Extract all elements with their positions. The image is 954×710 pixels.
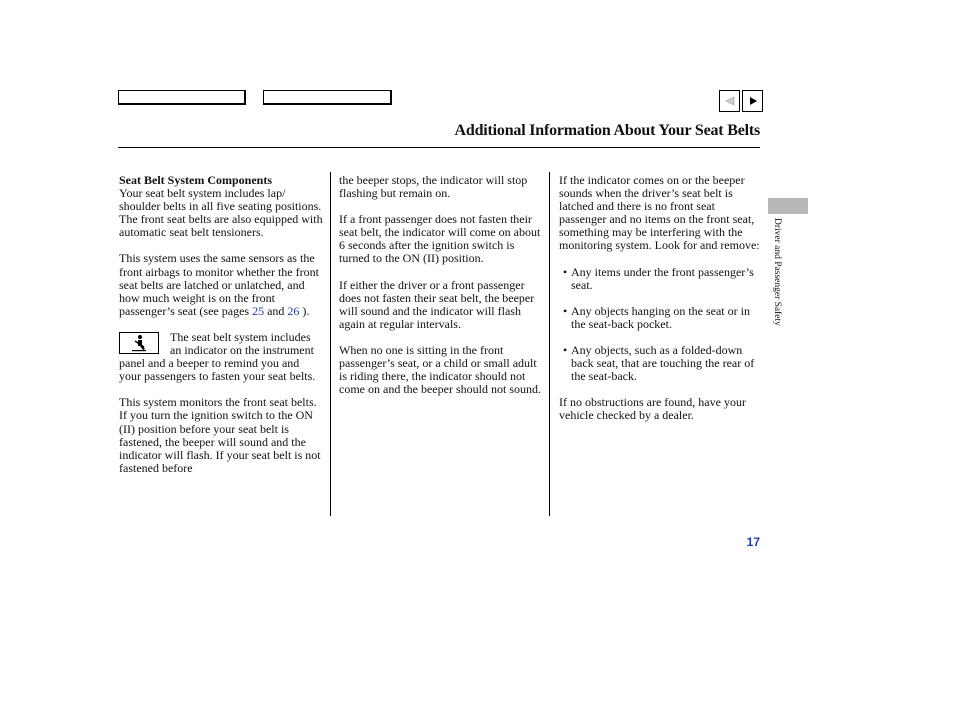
section-heading: Seat Belt System Components: [119, 173, 272, 187]
column-divider: [330, 172, 331, 516]
paragraph: [119, 252, 323, 317]
triangle-right-icon: [748, 96, 758, 106]
paragraph: If the indicator comes on or the beeper sounds when the driver’s seat belt is latched and there is no front seat passenger and no items on the front seat, something may be interfering with the monitoring system. Look for and remove:: [559, 173, 760, 253]
paragraph: [119, 331, 323, 383]
paragraph-text: and: [264, 303, 288, 318]
paragraph-text: The seat belt system includes an indicator on the instrument panel and a beeper to remind you and your passengers to fasten your seat belts.: [119, 330, 316, 384]
bullet-icon: •: [563, 342, 568, 357]
section-tab-label: Driver and Passenger Safety: [772, 218, 782, 326]
column-2: [339, 174, 541, 409]
paragraph: Your seat belt system includes lap/ shoulder belts in all five seating positions. The front seat belts are also equipped with automatic seat belt tensioners.: [119, 186, 323, 240]
list-item: • Any objects hanging on the seat or in the seat-back pocket.: [563, 303, 750, 331]
page-25-link[interactable]: 25: [252, 303, 265, 318]
page-number: 17: [746, 535, 760, 549]
list-item: • Any objects, such as a folded-down back seat, that are touching the rear of the seat-back.: [563, 342, 755, 384]
table-of-contents-button[interactable]: [263, 90, 392, 105]
triangle-left-icon: [725, 96, 735, 106]
page-title: Additional Information About Your Seat Belts: [454, 122, 760, 139]
column-1: [119, 174, 323, 488]
paragraph: When no one is sitting in the front passenger’s seat, or a child or small adult is riding there, the indicator should not come on and the beeper should not sound.: [339, 342, 541, 397]
paragraph: the beeper stops, the indicator will stop flashing but remain on.: [339, 173, 528, 201]
title-divider: [118, 147, 760, 148]
list-item: • Any items under the front passenger’s seat.: [563, 264, 754, 292]
paragraph: If no obstructions are found, have your vehicle checked by a dealer.: [559, 395, 746, 423]
bullet-icon: •: [563, 303, 568, 318]
main-menu-button[interactable]: [118, 90, 246, 105]
page-26-link[interactable]: 26: [287, 303, 300, 318]
paragraph: If a front passenger does not fasten their seat belt, the indicator will come on about 6 seconds after the ignition switch is turned to the ON (II) position.: [339, 212, 541, 266]
next-page-button[interactable]: [742, 90, 763, 112]
bullet-icon: •: [563, 264, 568, 279]
previous-page-button[interactable]: [719, 90, 740, 112]
section-tab[interactable]: [768, 198, 808, 214]
column-3: [559, 174, 765, 435]
paragraph-text: This system uses the same sensors as the front airbags to monitor whether the front seat belts are latched or unlatched, and how much weight is on the front passenger’s seat (see pages: [119, 251, 319, 318]
seat-belt-reminder-icon: [119, 332, 159, 354]
paragraph: If either the driver or a front passenger does not fasten their seat belt, the beeper will sound and the indicator will flash again at regular intervals.: [339, 277, 535, 331]
paragraph-text: ).: [299, 303, 310, 318]
paragraph: This system monitors the front seat belts. If you turn the ignition switch to the ON (II) position before your seat belt is fastened, the beeper will sound and the indicator will flash. If your seat belt is not fastened before: [119, 395, 321, 475]
column-divider: [549, 172, 550, 516]
